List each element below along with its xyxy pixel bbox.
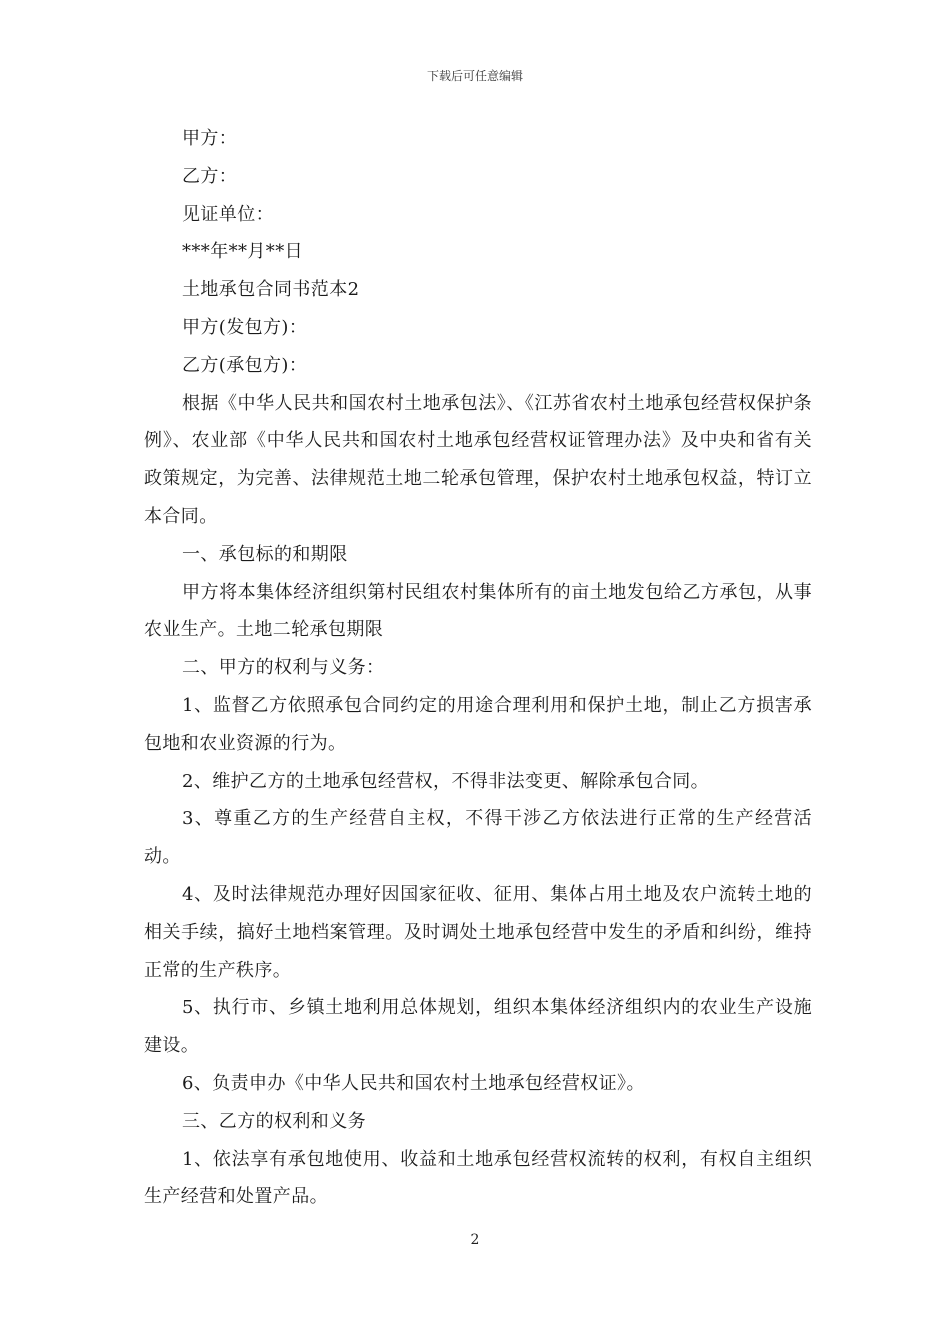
party-b-line: 乙方： bbox=[182, 165, 238, 187]
page-number: 2 bbox=[470, 1232, 480, 1248]
preamble-paragraph: 根据《中华人民共和国农村土地承包法》、《江苏省农村土地承包经营权保护条例》、农业部《中华人民共和国农村土地承包经营权证管理办法》及中央和省有关政策规定，为完善、法律规范土地二轮承包管理，保护农村土地承包权益，特订立本合同。 bbox=[144, 392, 812, 527]
clause-2-6: 6、负责申办《中华人民共和国农村土地承包经营权证》。 bbox=[182, 1072, 645, 1094]
clause-2-3: 3、尊重乙方的生产经营自主权，不得干涉乙方依法进行正常的生产经营活动。 bbox=[144, 808, 812, 868]
section-heading-3: 三、乙方的权利和义务 bbox=[182, 1110, 366, 1132]
date-line: ***年**月**日 bbox=[182, 241, 303, 263]
clause-2-5: 5、执行市、乡镇土地利用总体规划，组织本集体经济组织内的农业生产设施建设。 bbox=[144, 997, 812, 1057]
document-body bbox=[144, 120, 812, 1216]
page-header: 下载后可任意编辑 bbox=[426, 69, 523, 83]
party-a-contractor-line: 甲方(发包方)： bbox=[182, 316, 308, 338]
witness-line: 见证单位： bbox=[182, 203, 274, 225]
clause-3-1: 1、依法享有承包地使用、收益和土地承包经营权流转的权利，有权自主组织生产经营和处置产品。 bbox=[144, 1148, 812, 1208]
clause-2-4: 4、及时法律规范办理好因国家征收、征用、集体占用土地及农户流转土地的相关手续，搞好土地档案管理。及时调处土地承包经营中发生的矛盾和纠纷，维持正常的生产秩序。 bbox=[144, 883, 812, 981]
party-a-line: 甲方： bbox=[182, 128, 238, 149]
clause-2-1: 1、监督乙方依照承包合同约定的用途合理利用和保护土地，制止乙方损害承包地和农业资源的行为。 bbox=[144, 694, 812, 754]
clause-2-2: 2、维护乙方的土地承包经营权，不得非法变更、解除承包合同。 bbox=[182, 770, 710, 792]
section-1-paragraph: 甲方将本集体经济组织第村民组农村集体所有的亩土地发包给乙方承包，从事农业生产。土地二轮承包期限 bbox=[144, 581, 812, 641]
party-b-contractee-line: 乙方(承包方)： bbox=[182, 354, 308, 376]
section-heading-1: 一、承包标的和期限 bbox=[182, 543, 348, 565]
contract-title: 土地承包合同书范本2 bbox=[182, 279, 360, 301]
section-heading-2: 二、甲方的权利与义务： bbox=[182, 657, 385, 679]
